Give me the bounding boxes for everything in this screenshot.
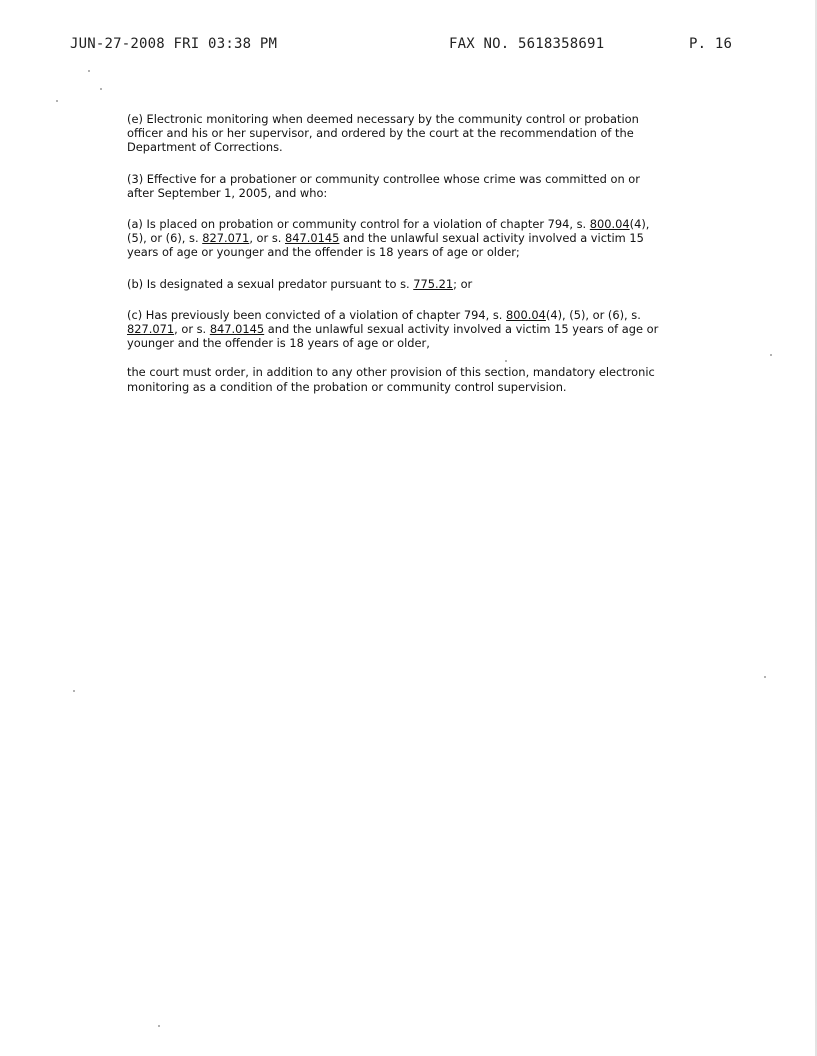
- fax-date-time: JUN-27-2008 FRI 03:38 PM: [70, 36, 278, 52]
- paragraph-c-text-4: and the unlawful sexual activity involved a victim 15 years of age or younger and the offender is 18 years of age or older,: [127, 322, 659, 351]
- scan-speck: [158, 1025, 160, 1027]
- paragraph-a-text-4: and the unlawful sexual activity involved a victim 15 years of age or younger and the offender is 18 years of age or older;: [127, 231, 644, 260]
- scan-speck: [770, 354, 772, 356]
- scan-speck: [505, 360, 507, 362]
- paragraph-c-text-2: (4), (5), or (6), s.: [545, 307, 641, 322]
- fax-header: [0, 36, 817, 56]
- paragraph-a-text-2: (4), (5), or (6), s.: [127, 217, 650, 246]
- paragraph-b: [127, 277, 667, 291]
- scan-speck: [73, 690, 75, 692]
- paragraph-3: (3) Effective for a probationer or community controllee whose crime was committed on or after September 1, 2005, and who:: [127, 171, 640, 200]
- citation-link[interactable]: 775.21: [413, 276, 454, 291]
- paragraph-conclusion: the court must order, in addition to any other provision of this section, mandatory electronic monitoring as a condition of the probation or community control supervision.: [127, 365, 655, 394]
- fax-number: FAX NO. 5618358691: [449, 36, 605, 52]
- paragraph-a-text-3: , or s.: [249, 231, 286, 246]
- statute-text: [127, 112, 667, 409]
- paragraph-a: [127, 217, 667, 260]
- citation-link[interactable]: 800.04: [589, 217, 630, 232]
- fax-page-number: P. 16: [689, 36, 733, 52]
- paragraph-c-text-1: (c) Has previously been convicted of a violation of chapter 794, s.: [127, 307, 507, 322]
- paragraph-c: [127, 308, 667, 351]
- scan-speck: [56, 100, 58, 102]
- scan-speck: [764, 676, 766, 678]
- paragraph-b-text-2: ; or: [453, 276, 473, 291]
- citation-link[interactable]: 847.0145: [285, 231, 340, 246]
- paragraph-c-text-3: , or s.: [174, 322, 210, 337]
- paragraph-e: (e) Electronic monitoring when deemed necessary by the community control or probation officer and his or her supervisor, and ordered by the court at the recommendation of the Department of Corrections.: [127, 112, 639, 155]
- citation-link[interactable]: 827.071: [202, 231, 250, 246]
- scan-speck: [100, 88, 102, 90]
- citation-link[interactable]: 827.071: [127, 322, 175, 337]
- citation-link[interactable]: 847.0145: [209, 322, 265, 337]
- paragraph-b-text-1: (b) Is designated a sexual predator pursuant to s.: [127, 276, 414, 291]
- paragraph-a-text-1: (a) Is placed on probation or community control for a violation of chapter 794, s.: [127, 217, 590, 232]
- citation-link[interactable]: 800.04: [506, 307, 546, 322]
- scan-speck: [88, 70, 90, 72]
